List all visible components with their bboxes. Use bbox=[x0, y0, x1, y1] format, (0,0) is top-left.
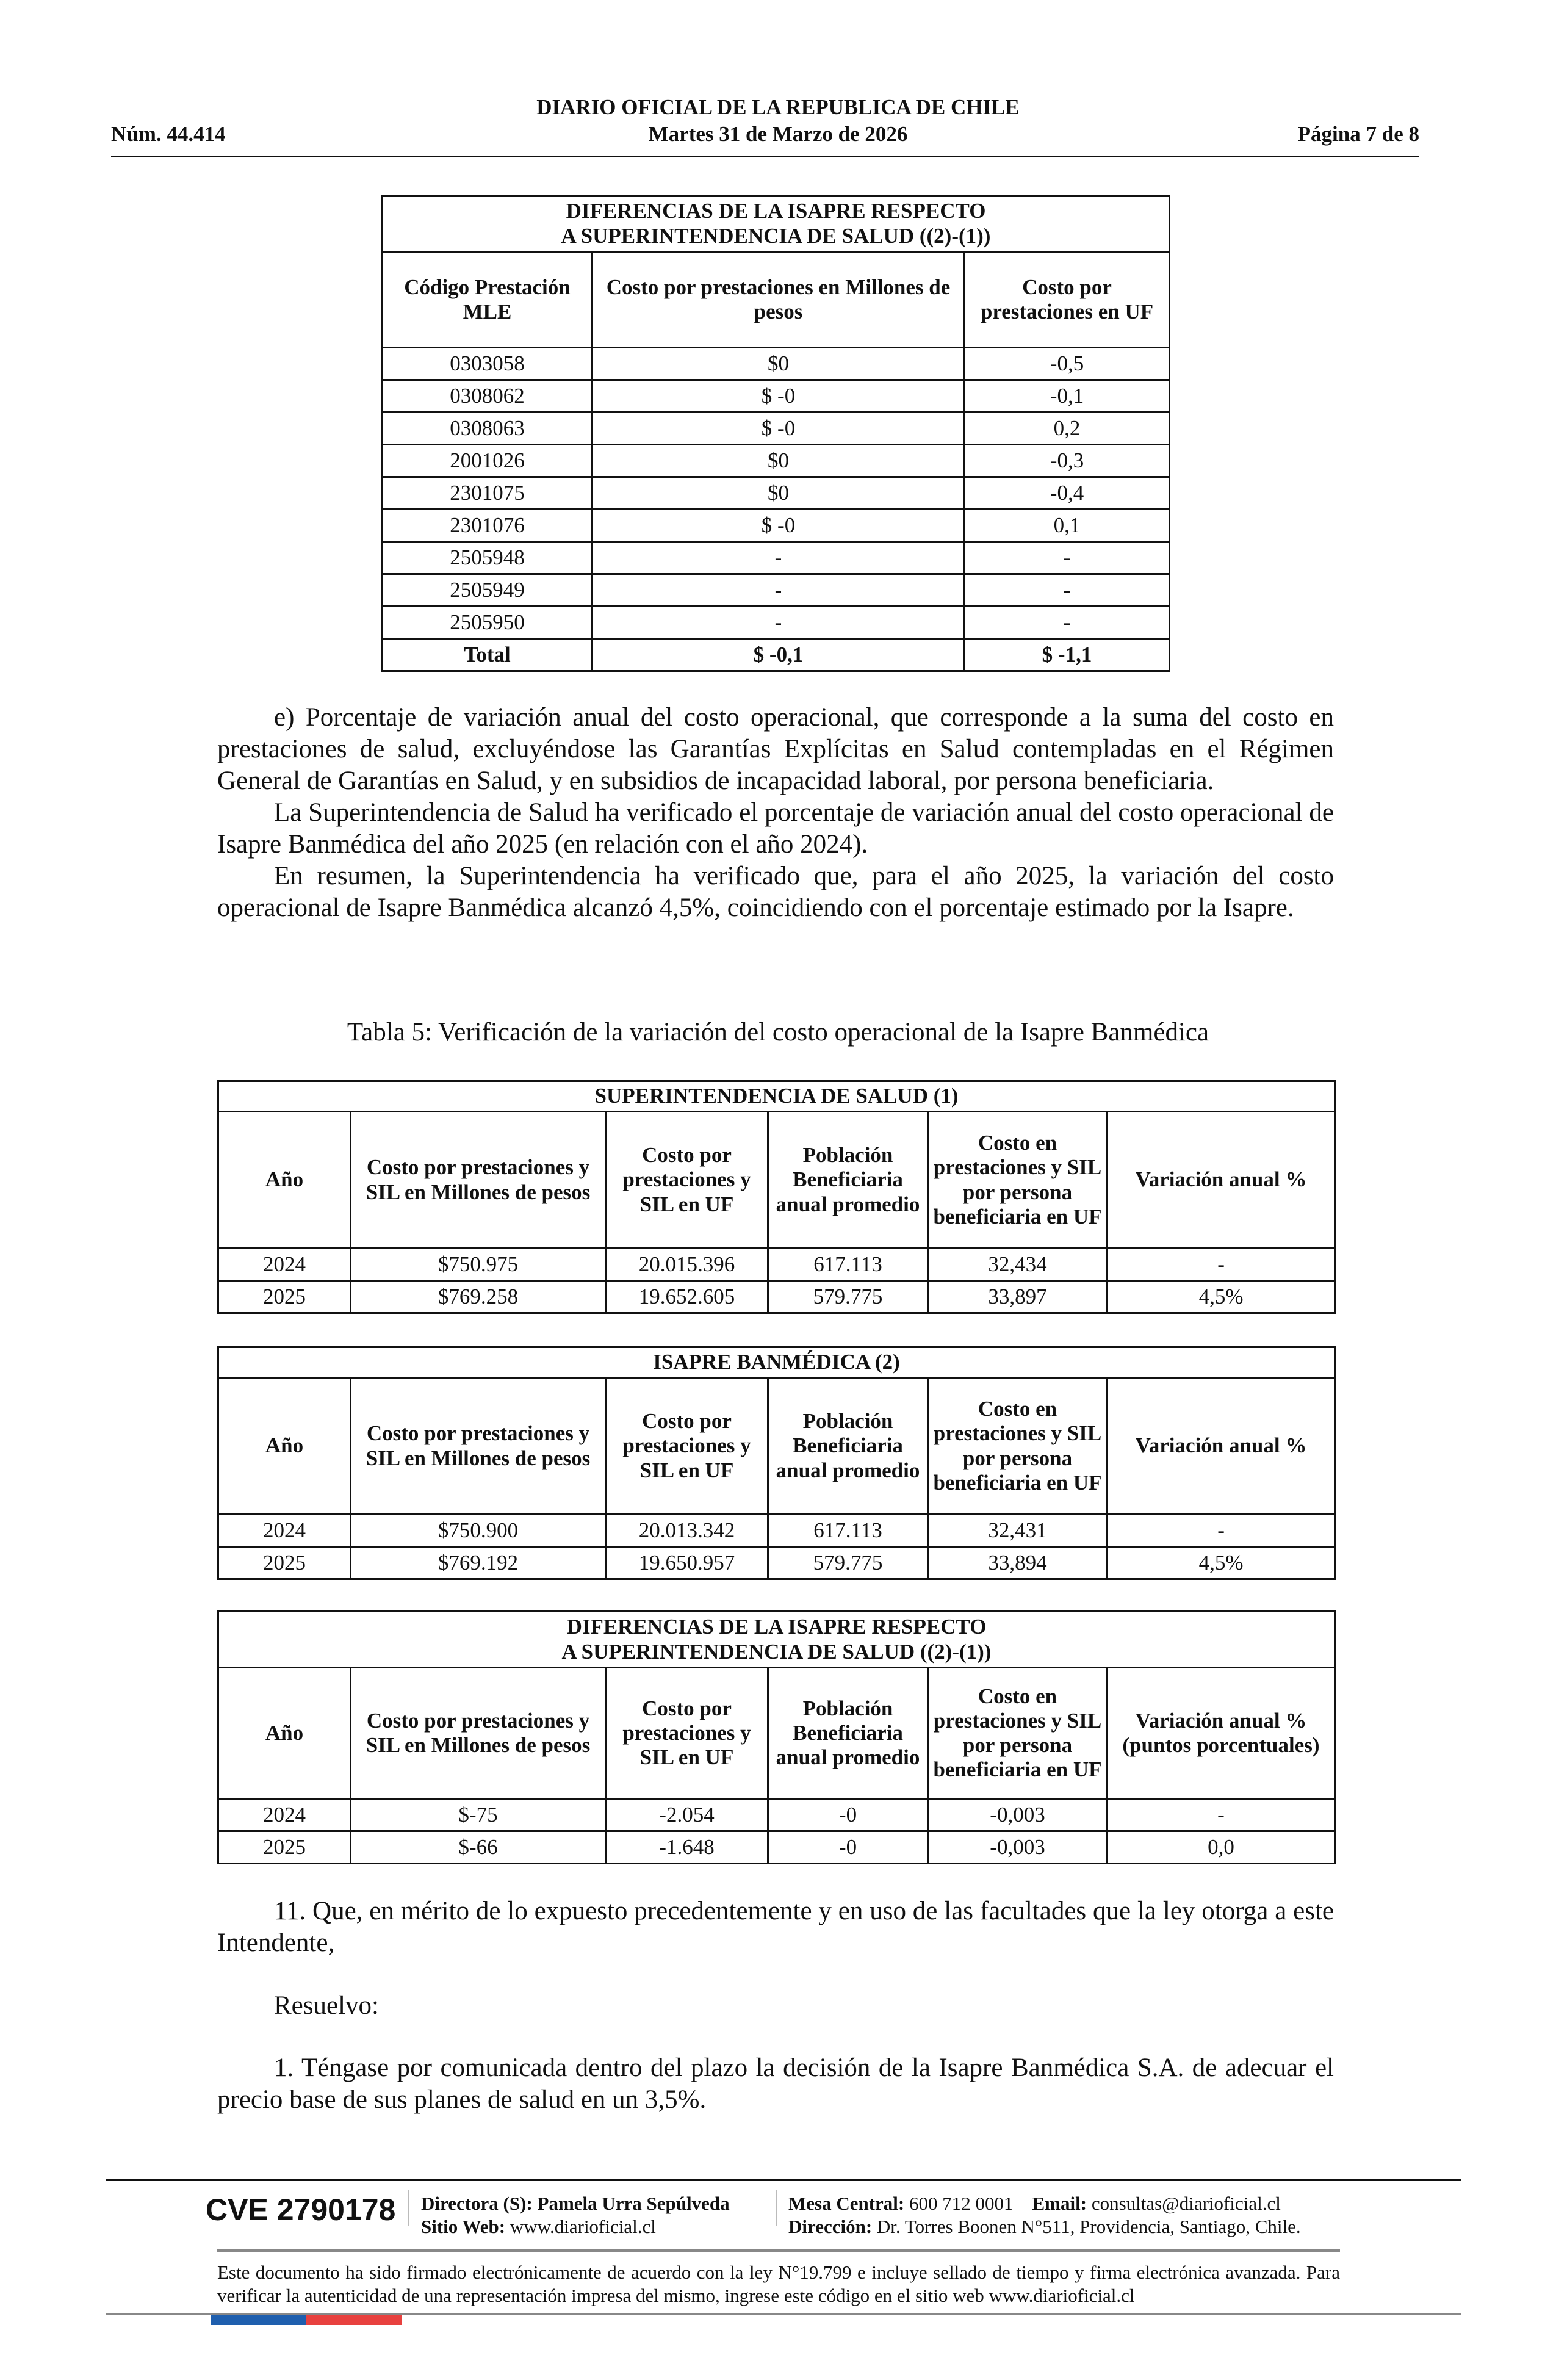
differences-table bbox=[217, 1610, 1336, 1864]
column-header: Costo en prestaciones y SIL por persona beneficiaria en UF bbox=[928, 1112, 1108, 1249]
table-cell: 617.113 bbox=[768, 1515, 928, 1547]
table-cell: 19.652.605 bbox=[606, 1281, 768, 1313]
column-header: Costo por prestaciones y SIL en Millones de pesos bbox=[351, 1668, 606, 1799]
table-cell: $ -0 bbox=[593, 380, 965, 413]
table-cell: 2301075 bbox=[383, 477, 593, 510]
differences-by-code-table bbox=[381, 195, 1170, 672]
table-row bbox=[218, 1249, 1335, 1281]
table-cell: $750.900 bbox=[351, 1515, 606, 1547]
table-cell: $769.192 bbox=[351, 1547, 606, 1579]
table-cell: 2024 bbox=[218, 1515, 351, 1547]
column-header: Población Beneficiaria anual promedio bbox=[768, 1112, 928, 1249]
table-cell: -0,4 bbox=[965, 477, 1170, 510]
table-cell: 20.013.342 bbox=[606, 1515, 768, 1547]
table-cell: 2505948 bbox=[383, 542, 593, 574]
issue-date: Martes 31 de Marzo de 2026 bbox=[648, 122, 908, 146]
table-cell: 33,897 bbox=[928, 1281, 1108, 1313]
website-link[interactable]: www.diarioficial.cl bbox=[510, 2216, 656, 2237]
column-header: Costo por prestaciones y SIL en UF bbox=[606, 1668, 768, 1799]
table-cell: 2024 bbox=[218, 1249, 351, 1281]
table-cell: 2505950 bbox=[383, 607, 593, 639]
column-header: Código Prestación MLE bbox=[383, 252, 593, 348]
signature-notice: Este documento ha sido firmado electrónicamente de acuerdo con la ley N°19.799 e incluye sellado de tiempo y firma electrónica avanzada. Para verificar la autenticidad de una representación impresa del mismo, ingrese este código en el sitio web www.diarioficial.cl bbox=[217, 2262, 1340, 2306]
table-row bbox=[218, 1281, 1335, 1313]
column-header: Costo por prestaciones y SIL en Millones de pesos bbox=[351, 1112, 606, 1249]
table-title: DIFERENCIAS DE LA ISAPRE RESPECTO A SUPERINTENDENCIA DE SALUD ((2)-(1)) bbox=[218, 1612, 1335, 1668]
footer-divider bbox=[106, 2179, 1461, 2181]
cve-code: CVE 2790178 bbox=[206, 2193, 396, 2227]
column-header: Año bbox=[218, 1668, 351, 1799]
table-row bbox=[383, 477, 1170, 510]
table-cell: -0,1 bbox=[965, 380, 1170, 413]
table-cell: - bbox=[965, 542, 1170, 574]
table-cell: 4,5% bbox=[1108, 1547, 1335, 1579]
table-cell: 32,431 bbox=[928, 1515, 1108, 1547]
table-title: ISAPRE BANMÉDICA (2) bbox=[218, 1347, 1335, 1378]
table-cell: -0 bbox=[768, 1799, 928, 1831]
table-cell: $-66 bbox=[351, 1831, 606, 1864]
table-row bbox=[383, 542, 1170, 574]
column-header: Costo por prestaciones y SIL en UF bbox=[606, 1112, 768, 1249]
table-cell: 33,894 bbox=[928, 1547, 1108, 1579]
column-header: Costo por prestaciones y SIL en UF bbox=[606, 1378, 768, 1515]
table-cell: 579.775 bbox=[768, 1281, 928, 1313]
issue-number: Núm. 44.414 bbox=[111, 122, 226, 146]
table-cell: -0,003 bbox=[928, 1799, 1108, 1831]
column-header: Población Beneficiaria anual promedio bbox=[768, 1668, 928, 1799]
table-cell: 0308062 bbox=[383, 380, 593, 413]
total-cell: Total bbox=[383, 639, 593, 671]
table-title: DIFERENCIAS DE LA ISAPRE RESPECTO A SUPERINTENDENCIA DE SALUD ((2)-(1)) bbox=[383, 196, 1170, 252]
separator bbox=[776, 2190, 777, 2226]
table-cell: $ -0 bbox=[593, 413, 965, 445]
table-cell: $769.258 bbox=[351, 1281, 606, 1313]
table-cell: - bbox=[1108, 1515, 1335, 1547]
resolution-1: 1. Téngase por comunicada dentro del plazo la decisión de la Isapre Banmédica S.A. de adecuar el precio base de sus planes de salud en un 3,5%. bbox=[217, 2054, 1334, 2114]
table-cell: 2025 bbox=[218, 1831, 351, 1864]
separator bbox=[408, 2190, 409, 2226]
table-cell: 20.015.396 bbox=[606, 1249, 768, 1281]
table-row bbox=[383, 348, 1170, 380]
table-cell: $-75 bbox=[351, 1799, 606, 1831]
table-cell: 2301076 bbox=[383, 510, 593, 542]
column-header: Año bbox=[218, 1378, 351, 1515]
table-cell: $0 bbox=[593, 348, 965, 380]
table-cell: $0 bbox=[593, 445, 965, 477]
table-row bbox=[218, 1831, 1335, 1864]
table-cell: -0 bbox=[768, 1831, 928, 1864]
table-cell: - bbox=[965, 607, 1170, 639]
column-header: Costo por prestaciones en UF bbox=[965, 252, 1170, 348]
table-cell: $0 bbox=[593, 477, 965, 510]
table-row bbox=[218, 1547, 1335, 1579]
table-cell: 2024 bbox=[218, 1799, 351, 1831]
table-cell: 2025 bbox=[218, 1547, 351, 1579]
contact-info: Mesa Central: 600 712 0001 Email: consultas@diarioficial.cl Dirección: Dr. Torres Boonen N°511, Providencia, Santiago, Chile. bbox=[788, 2193, 1301, 2237]
column-header: Costo en prestaciones y SIL por persona beneficiaria en UF bbox=[928, 1378, 1108, 1515]
paragraph-e: e) Porcentaje de variación anual del costo operacional, que corresponde a la suma del costo en prestaciones de salud, excluyéndose las Garantías Explícitas en Salud contempladas en el Régimen General de Garantías en Salud, y en subsidios de incapacidad laboral, por persona beneficiaria. La Superintendencia de Salud ha verificado el porcentaje de variación anual del costo operacional de Isapre Banmédica del año 2025 (en relación con el año 2024). En resumen, la Superintendencia ha verificado que, para el año 2025, la variación del costo operacional de Isapre Banmédica alcanzó 4,5%, coincidiendo con el porcentaje estimado por la Isapre. bbox=[217, 703, 1334, 922]
table-title: SUPERINTENDENCIA DE SALUD (1) bbox=[218, 1081, 1335, 1112]
flag-stripe-blue bbox=[211, 2315, 306, 2325]
email-link[interactable]: consultas@diarioficial.cl bbox=[1091, 2193, 1281, 2214]
page-number: Página 7 de 8 bbox=[1297, 122, 1419, 146]
table-row bbox=[383, 607, 1170, 639]
isapre-table bbox=[217, 1346, 1336, 1580]
column-header: Costo por prestaciones en Millones de pesos bbox=[593, 252, 965, 348]
header-divider bbox=[111, 156, 1419, 157]
table-cell: 2025 bbox=[218, 1281, 351, 1313]
table-row bbox=[383, 445, 1170, 477]
table-row bbox=[218, 1799, 1335, 1831]
director-info: Directora (S): Pamela Urra Sepúlveda Sitio Web: www.diarioficial.cl bbox=[421, 2193, 730, 2237]
table-cell: 0303058 bbox=[383, 348, 593, 380]
column-header: Año bbox=[218, 1112, 351, 1249]
table-row bbox=[218, 1515, 1335, 1547]
table-row bbox=[383, 380, 1170, 413]
table-cell: -2.054 bbox=[606, 1799, 768, 1831]
table-cell: 0,0 bbox=[1108, 1831, 1335, 1864]
table-cell: 4,5% bbox=[1108, 1281, 1335, 1313]
paragraph-11: 11. Que, en mérito de lo expuesto precedentemente y en uso de las facultades que la ley otorga a este Intendente, bbox=[217, 1897, 1334, 1957]
column-header: Costo en prestaciones y SIL por persona beneficiaria en UF bbox=[928, 1668, 1108, 1799]
table-cell: - bbox=[593, 542, 965, 574]
table-cell: - bbox=[593, 607, 965, 639]
flag-stripe-red bbox=[306, 2315, 402, 2325]
total-cell: $ -0,1 bbox=[593, 639, 965, 671]
total-row bbox=[383, 639, 1170, 671]
table-cell: 579.775 bbox=[768, 1547, 928, 1579]
column-header: Variación anual % bbox=[1108, 1378, 1335, 1515]
table-row bbox=[383, 413, 1170, 445]
table-cell: - bbox=[1108, 1249, 1335, 1281]
table-cell: 2505949 bbox=[383, 574, 593, 607]
table-cell: 617.113 bbox=[768, 1249, 928, 1281]
column-header: Variación anual % bbox=[1108, 1112, 1335, 1249]
table-cell: 32,434 bbox=[928, 1249, 1108, 1281]
table-cell: - bbox=[965, 574, 1170, 607]
table-cell: $ -0 bbox=[593, 510, 965, 542]
column-header: Variación anual % (puntos porcentuales) bbox=[1108, 1668, 1335, 1799]
table-cell: 0,1 bbox=[965, 510, 1170, 542]
total-cell: $ -1,1 bbox=[965, 639, 1170, 671]
table-cell: 0,2 bbox=[965, 413, 1170, 445]
superintendencia-table bbox=[217, 1080, 1336, 1314]
table-row bbox=[383, 574, 1170, 607]
column-header: Costo por prestaciones y SIL en Millones de pesos bbox=[351, 1378, 606, 1515]
table-cell: -0,003 bbox=[928, 1831, 1108, 1864]
table-cell: - bbox=[593, 574, 965, 607]
table-row bbox=[383, 510, 1170, 542]
resuelvo: Resuelvo: bbox=[274, 1991, 379, 2020]
table-cell: 2001026 bbox=[383, 445, 593, 477]
table-cell: -0,5 bbox=[965, 348, 1170, 380]
table-cell: 0308063 bbox=[383, 413, 593, 445]
table-caption: Tabla 5: Verificación de la variación del costo operacional de la Isapre Banmédica bbox=[347, 1018, 1209, 1047]
table-cell: -1.648 bbox=[606, 1831, 768, 1864]
table-cell: -0,3 bbox=[965, 445, 1170, 477]
table-cell: 19.650.957 bbox=[606, 1547, 768, 1579]
column-header: Población Beneficiaria anual promedio bbox=[768, 1378, 928, 1515]
table-cell: - bbox=[1108, 1799, 1335, 1831]
newspaper-title: DIARIO OFICIAL DE LA REPUBLICA DE CHILE bbox=[536, 95, 1020, 119]
footer-inner-divider bbox=[217, 2249, 1340, 2252]
table-cell: $750.975 bbox=[351, 1249, 606, 1281]
